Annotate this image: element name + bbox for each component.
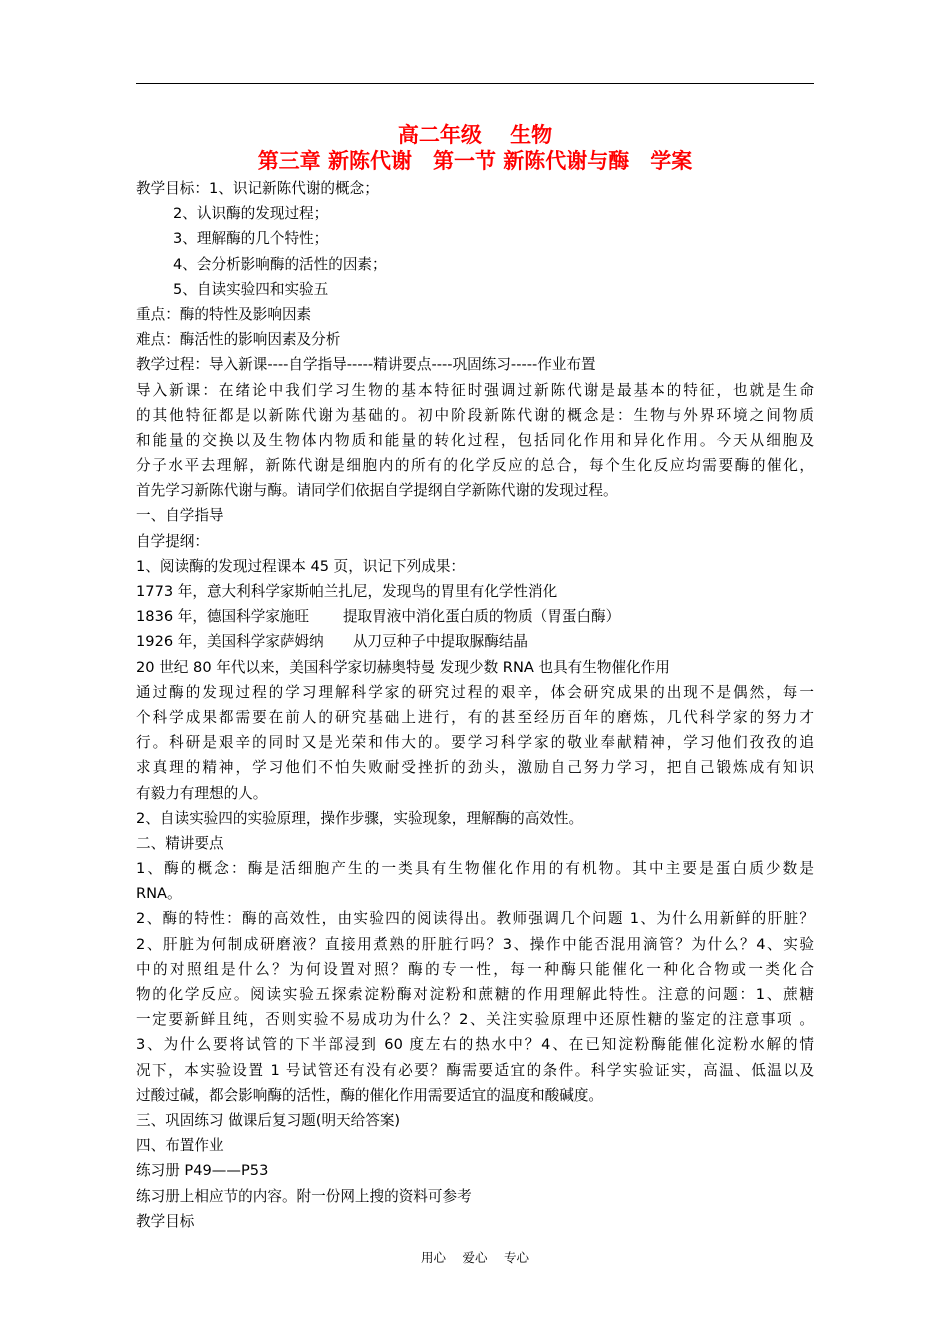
text-line: 练习册上相应节的内容。附一份网上搜的资料可参考 — [136, 1187, 472, 1205]
text-line: 3、为什么要将试管的下半部浸到 60 度左右的热水中？4、在已知淀粉酶能催化淀粉水解的情 — [136, 1036, 814, 1054]
text-line: 2、认识酶的发现过程； — [173, 205, 329, 223]
text-line: 1、酶的概念：酶是活细胞产生的一类具有生物催化作用的有机物。其中主要是蛋白质少数是 — [136, 860, 814, 878]
text-line: 2、自读实验四的实验原理，操作步骤，实验现象，理解酶的高效性。 — [136, 809, 584, 827]
text-line: 一、自学指导 — [136, 507, 224, 525]
text-line: 难点：酶活性的影响因素及分析 — [136, 331, 341, 349]
text-line: 通过酶的发现过程的学习理解科学家的研究过程的艰辛，体会研究成果的出现不是偶然，每一 — [136, 683, 814, 701]
text-line: 行。科研是艰辛的同时又是光荣和伟大的。要学习科学家的敬业奉献精神，学习他们孜孜的追 — [136, 734, 814, 752]
text-line: 1836 年，德国科学家施旺 提取胃液中消化蛋白质的物质（胃蛋白酶） — [136, 608, 621, 626]
text-line: 导入新课：在绪论中我们学习生物的基本特征时强调过新陈代谢是最基本的特征，也就是生命 — [136, 381, 814, 399]
text-line: 中的对照组是什么？为何设置对照？酶的专一性，每一种酶只能催化一种化合物或一类化合 — [136, 960, 814, 978]
text-line: 有毅力有理想的人。 — [136, 784, 268, 802]
text-line: 自学提纲： — [136, 532, 209, 550]
text-line: 20 世纪 80 年代以来，美国科学家切赫奥特曼 发现少数 RNA 也具有生物催化作用 — [136, 658, 670, 676]
text-line: 二、精讲要点 — [136, 834, 224, 852]
text-line: 教学过程：导入新课----自学指导-----精讲要点----巩固练习-----作业布置 — [136, 356, 596, 374]
text-line: 重点：酶的特性及影响因素 — [136, 305, 312, 323]
text-line: 一定要新鲜且纯，否则实验不易成功为什么？2、关注实验原理中还原性糖的鉴定的注意事项 。 — [136, 1011, 814, 1029]
text-line: 2、肝脏为何制成研磨液？直接用煮熟的肝脏行吗？3、操作中能否混用滴管？为什么？4、实验 — [136, 935, 814, 953]
text-line: 三、巩固练习 做课后复习题(明天给答案) — [136, 1111, 401, 1129]
text-line: 过酸过碱，都会影响酶的活性，酶的催化作用需要适宜的温度和酸碱度。 — [136, 1086, 604, 1104]
text-line: 分子水平去理解，新陈代谢是细胞内的所有的化学反应的总合，每个生化反应均需要酶的催化， — [136, 457, 814, 475]
text-line: 1、阅读酶的发现过程课本 45 页，识记下列成果： — [136, 557, 466, 575]
text-line: 物的化学反应。阅读实验五探索淀粉酶对淀粉和蔗糖的作用理解此特性。注意的问题：1、蔗糖 — [136, 986, 814, 1003]
text-line: RNA。 — [136, 885, 182, 903]
text-line: 求真理的精神，学习他们不怕失败耐受挫折的劲头，激励自己努力学习，把自己锻炼成有知识 — [136, 759, 814, 777]
text-line: 个科学成果都需要在前人的研究基础上进行，有的甚至经历百年的磨炼，几代科学家的努力才 — [136, 708, 814, 726]
text-line: 5、自读实验四和实验五 — [173, 280, 329, 298]
text-line: 练习册 P49——P53 — [136, 1162, 269, 1180]
document-body — [136, 176, 814, 1234]
text-line: 教学目标：1、识记新陈代谢的概念； — [136, 180, 379, 197]
text-line: 的其他特征都是以新陈代谢为基础的。初中阶段新陈代谢的概念是：生物与外界环境之间物质 — [136, 406, 814, 424]
text-line: 教学目标 — [136, 1212, 195, 1230]
page-subtitle: 第三章 新陈代谢 第一节 新陈代谢与酶 学案 — [257, 149, 693, 173]
text-line: 3、理解酶的几个特性； — [173, 230, 329, 248]
text-line: 和能量的交换以及生物体内物质和能量的转化过程，包括同化作用和异化作用。今天从细胞及 — [136, 431, 814, 449]
text-line: 1773 年，意大利科学家斯帕兰扎尼，发现鸟的胃里有化学性消化 — [136, 583, 558, 600]
text-line: 首先学习新陈代谢与酶。请同学们依据自学提纲自学新陈代谢的发现过程。 — [136, 482, 618, 500]
text-line: 4、会分析影响酶的活性的因素； — [173, 255, 387, 273]
page-footer: 用心 爱心 专心 — [421, 1250, 529, 1265]
text-line: 四、布置作业 — [136, 1137, 224, 1155]
text-line: 况下，本实验设置 1 号试管还有没有必要？酶需要适宜的条件。科学实验证实，高温、低温以及 — [136, 1061, 814, 1079]
page-title: 高二年级 生物 — [397, 123, 553, 147]
text-line: 1926 年，美国科学家萨姆纳 从刀豆种子中提取脲酶结晶 — [136, 633, 529, 651]
header-rule — [136, 83, 814, 84]
text-line: 2、酶的特性：酶的高效性，由实验四的阅读得出。教师强调几个问题 1、为什么用新鲜的肝脏？ — [136, 910, 814, 928]
